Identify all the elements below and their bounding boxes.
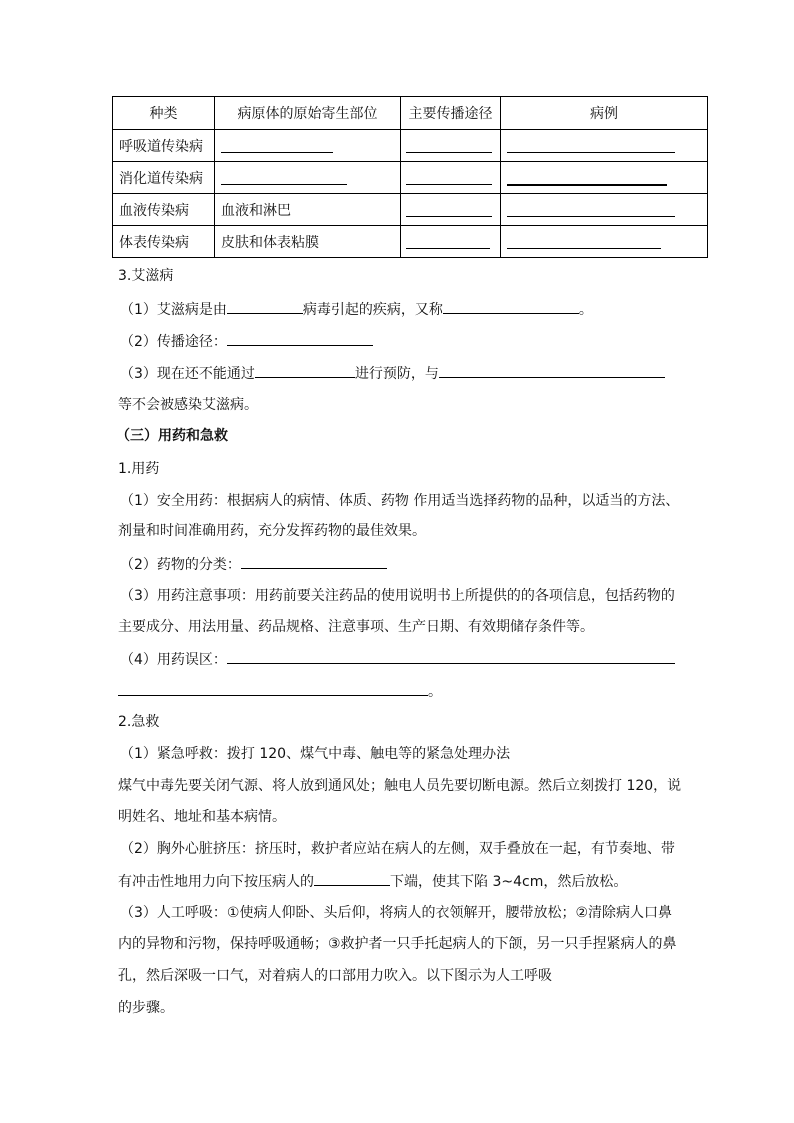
- table-row: [113, 130, 708, 162]
- med-myth-blank[interactable]: [227, 649, 675, 664]
- header-type: 种类: [113, 97, 215, 130]
- aids-heading: 3.艾滋病: [118, 268, 174, 284]
- firstaid-3-line4: 的步骤。: [118, 1000, 174, 1016]
- example-blank[interactable]: [501, 130, 707, 161]
- firstaid-3-line3: 孔，然后深吸一口气，对着病人的口部用力吹入。以下图示为人工呼吸: [118, 968, 552, 984]
- med-myth-blank-2[interactable]: [118, 681, 428, 696]
- aids-q3: （3）现在还不能通过 进行预防，与: [120, 363, 665, 384]
- site-blank[interactable]: [215, 130, 400, 161]
- firstaid-2-line1: （2）胸外心脏挤压：挤压时，救护者应站在病人的左侧，双手叠放在一起，有节奏地、带: [120, 841, 675, 857]
- table-header-row: [113, 97, 708, 130]
- firstaid-1: （1）紧急呼救：拨打 120、煤气中毒、触电等的紧急处理办法: [120, 746, 511, 762]
- aids-q1: （1）艾滋病是由 病毒引起的疾病，又称 。: [120, 299, 593, 320]
- aids-q2: （2）传播途径：: [120, 331, 373, 352]
- med-4: （4）用药误区：: [120, 649, 675, 670]
- row-site: 血液和淋巴: [215, 194, 401, 226]
- aids-prevent-blank[interactable]: [255, 363, 355, 378]
- row-type: 体表传染病: [113, 226, 215, 258]
- table-row: [113, 226, 708, 258]
- route-blank[interactable]: [401, 130, 500, 161]
- site-blank[interactable]: [215, 162, 400, 193]
- row-type: 消化道传染病: [113, 162, 215, 194]
- med-1-line1: （1）安全用药：根据病人的病情、体质、药物 作用适当选择药物的品种，以适当的方法、: [120, 493, 680, 509]
- table-row: [113, 162, 708, 194]
- table-row: [113, 194, 708, 226]
- header-site: 病原体的原始寄生部位: [215, 97, 401, 130]
- example-blank[interactable]: [501, 226, 707, 257]
- med-3-line1: （3）用药注意事项：用药前要关注药品的使用说明书上所提供的的各项信息，包括药物的: [120, 588, 675, 604]
- firstaid-1-line3: 明姓名、地址和基本病情。: [118, 809, 286, 825]
- firstaid-2-line2: 有冲击性地用力向下按压病人的 下端，使其下陷 3~4cm，然后放松。: [118, 871, 627, 892]
- aids-virus-blank[interactable]: [227, 299, 303, 314]
- route-blank[interactable]: [401, 194, 500, 225]
- section-heading: （三）用药和急救: [116, 428, 228, 444]
- route-blank[interactable]: [401, 226, 500, 257]
- med-2: （2）药物的分类：: [120, 554, 387, 575]
- aids-q3-cont: 等不会被感染艾滋病。: [118, 397, 258, 413]
- med-4-cont: 。: [118, 681, 442, 702]
- med-3-line2: 主要成分、用法用量、药品规格、注意事项、生产日期、有效期储存条件等。: [118, 619, 594, 635]
- aids-name-blank[interactable]: [443, 299, 579, 314]
- disease-table: [112, 96, 708, 258]
- medication-heading: 1.用药: [118, 461, 160, 477]
- med-category-blank[interactable]: [241, 554, 387, 569]
- example-blank[interactable]: [501, 194, 707, 225]
- med-1-line2: 剂量和时间准确用药，充分发挥药物的最佳效果。: [118, 523, 426, 539]
- row-site: 皮肤和体表粘膜: [215, 226, 401, 258]
- chest-position-blank[interactable]: [314, 871, 390, 886]
- aids-contact-blank[interactable]: [439, 363, 665, 378]
- example-blank[interactable]: [501, 162, 707, 193]
- firstaid-3-line2: 内的异物和污物，保持呼吸通畅；③救护者一只手托起病人的下颌，另一只手捏紧病人的鼻: [118, 936, 677, 952]
- firstaid-3-line1: （3）人工呼吸：①使病人仰卧、头后仰，将病人的衣领解开，腰带放松；②清除病人口鼻: [120, 905, 673, 921]
- header-example: 病例: [501, 97, 708, 130]
- row-type: 呼吸道传染病: [113, 130, 215, 162]
- firstaid-1-line2: 煤气中毒先要关闭气源、将人放到通风处；触电人员先要切断电源。然后立刻拨打 120，说: [118, 778, 682, 794]
- route-blank[interactable]: [401, 162, 500, 193]
- aids-route-blank[interactable]: [227, 331, 373, 346]
- row-type: 血液传染病: [113, 194, 215, 226]
- firstaid-heading: 2.急救: [118, 714, 160, 730]
- header-route: 主要传播途径: [401, 97, 501, 130]
